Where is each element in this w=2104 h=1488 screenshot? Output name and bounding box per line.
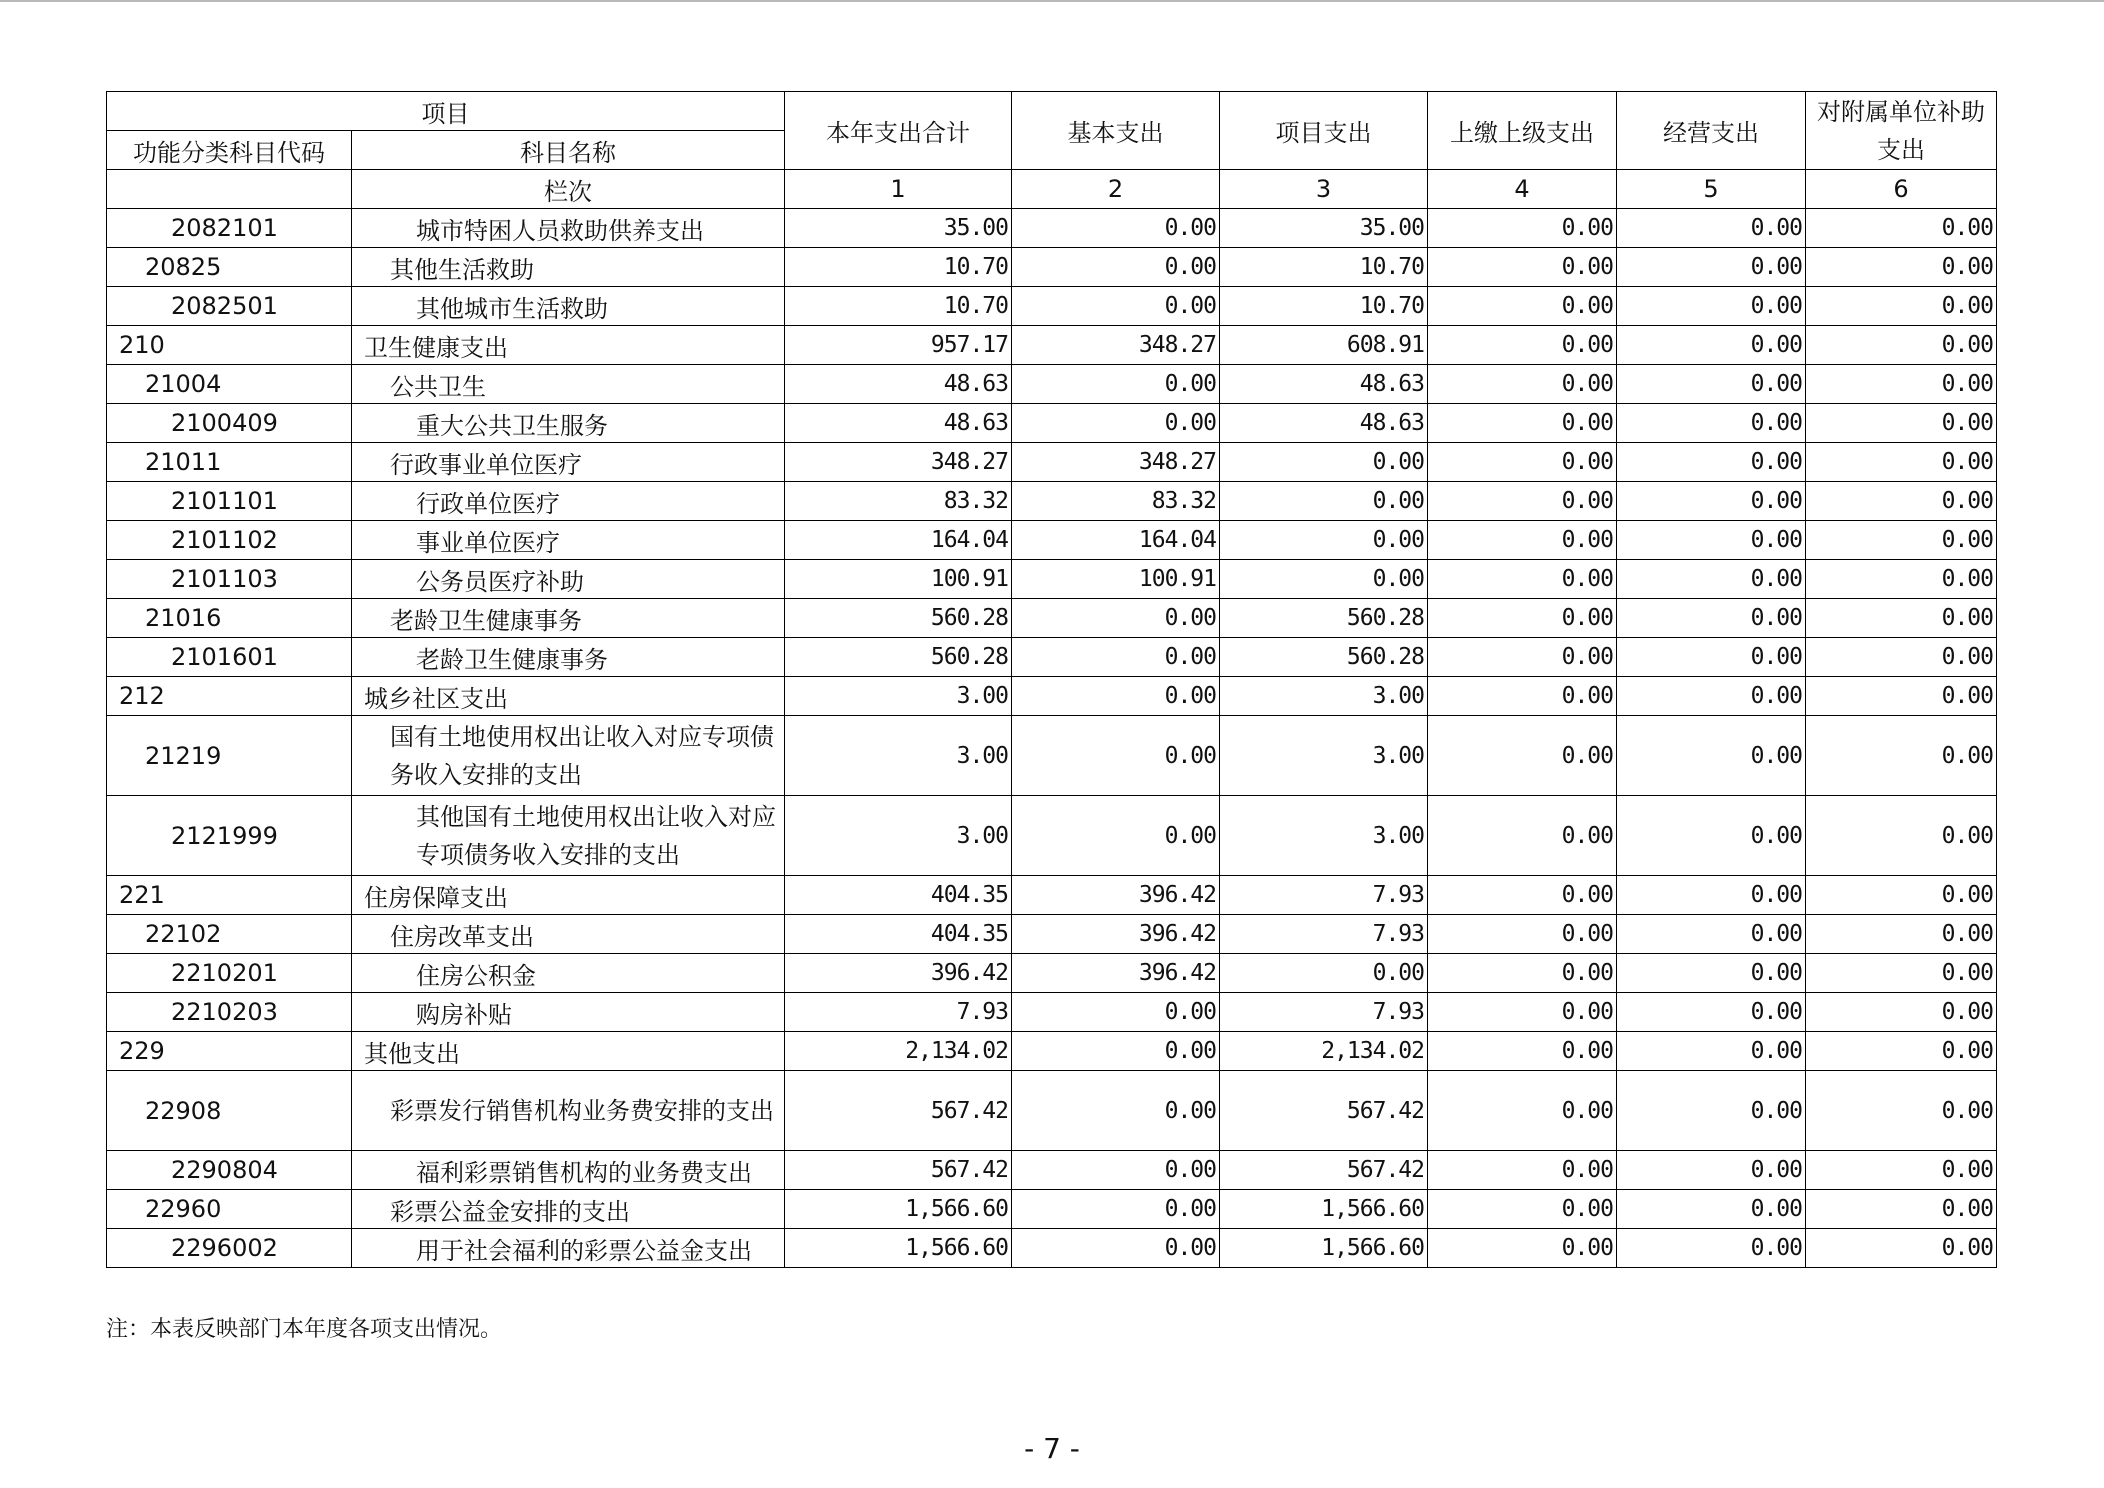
header-index-blank	[107, 170, 352, 209]
row-value-col5: 0.00	[1617, 638, 1806, 677]
row-value-col6: 0.00	[1806, 1190, 1997, 1229]
row-value-col1: 348.27	[785, 443, 1012, 482]
table-row	[107, 287, 1997, 326]
header-col-basic: 基本支出	[1012, 92, 1220, 170]
row-value-col1: 1,566.60	[785, 1229, 1012, 1268]
header-item: 项目	[107, 92, 785, 131]
row-value-col4: 0.00	[1428, 1229, 1617, 1268]
row-value-col3: 2,134.02	[1220, 1032, 1428, 1071]
row-value-col5: 0.00	[1617, 326, 1806, 365]
row-value-col3: 567.42	[1220, 1071, 1428, 1151]
row-value-col1: 100.91	[785, 560, 1012, 599]
row-value-col1: 404.35	[785, 876, 1012, 915]
row-value-col6: 0.00	[1806, 365, 1997, 404]
row-value-col5: 0.00	[1617, 1190, 1806, 1229]
row-name: 其他城市生活救助	[352, 287, 785, 326]
row-code: 21011	[107, 443, 352, 482]
row-name: 住房改革支出	[352, 915, 785, 954]
table-row	[107, 1190, 1997, 1229]
table-row	[107, 248, 1997, 287]
header-index-2: 2	[1012, 170, 1220, 209]
row-code: 2082501	[107, 287, 352, 326]
row-name: 事业单位医疗	[352, 521, 785, 560]
row-name: 彩票发行销售机构业务费安排的支出	[352, 1071, 785, 1151]
row-value-col2: 0.00	[1012, 1071, 1220, 1151]
row-value-col5: 0.00	[1617, 716, 1806, 796]
row-value-col2: 396.42	[1012, 915, 1220, 954]
table-note: 注：本表反映部门本年度各项支出情况。	[106, 1317, 503, 1342]
row-value-col5: 0.00	[1617, 993, 1806, 1032]
table-row	[107, 1032, 1997, 1071]
row-code: 212	[107, 677, 352, 716]
table-row	[107, 560, 1997, 599]
row-value-col3: 567.42	[1220, 1151, 1428, 1190]
row-value-col3: 3.00	[1220, 716, 1428, 796]
page-number: - 7 -	[1024, 1432, 1080, 1465]
row-code: 2210201	[107, 954, 352, 993]
row-value-col6: 0.00	[1806, 638, 1997, 677]
row-name: 城市特困人员救助供养支出	[352, 209, 785, 248]
row-value-col3: 608.91	[1220, 326, 1428, 365]
row-code: 21016	[107, 599, 352, 638]
row-value-col2: 396.42	[1012, 876, 1220, 915]
row-value-col6: 0.00	[1806, 1151, 1997, 1190]
row-name: 公务员医疗补助	[352, 560, 785, 599]
row-value-col2: 396.42	[1012, 954, 1220, 993]
row-code: 229	[107, 1032, 352, 1071]
row-value-col1: 560.28	[785, 638, 1012, 677]
row-code: 2100409	[107, 404, 352, 443]
row-code: 22908	[107, 1071, 352, 1151]
row-value-col6: 0.00	[1806, 287, 1997, 326]
row-value-col2: 0.00	[1012, 1229, 1220, 1268]
header-col-total: 本年支出合计	[785, 92, 1012, 170]
row-value-col6: 0.00	[1806, 482, 1997, 521]
header-row-index	[107, 170, 1997, 209]
row-name: 用于社会福利的彩票公益金支出	[352, 1229, 785, 1268]
table-row	[107, 954, 1997, 993]
row-name: 住房保障支出	[352, 876, 785, 915]
row-value-col4: 0.00	[1428, 915, 1617, 954]
table-row	[107, 638, 1997, 677]
row-value-col5: 0.00	[1617, 521, 1806, 560]
row-value-col5: 0.00	[1617, 1032, 1806, 1071]
row-value-col5: 0.00	[1617, 365, 1806, 404]
row-value-col1: 567.42	[785, 1071, 1012, 1151]
row-value-col3: 10.70	[1220, 248, 1428, 287]
row-value-col2: 0.00	[1012, 1190, 1220, 1229]
row-value-col6: 0.00	[1806, 1032, 1997, 1071]
row-value-col4: 0.00	[1428, 482, 1617, 521]
row-value-col1: 957.17	[785, 326, 1012, 365]
row-code: 2290804	[107, 1151, 352, 1190]
row-code: 2082101	[107, 209, 352, 248]
row-value-col1: 7.93	[785, 993, 1012, 1032]
row-value-col5: 0.00	[1617, 796, 1806, 876]
row-value-col5: 0.00	[1617, 876, 1806, 915]
row-value-col5: 0.00	[1617, 1071, 1806, 1151]
row-value-col1: 3.00	[785, 677, 1012, 716]
row-value-col6: 0.00	[1806, 796, 1997, 876]
table-row	[107, 677, 1997, 716]
header-index-4: 4	[1428, 170, 1617, 209]
table-row	[107, 443, 1997, 482]
row-code: 2210203	[107, 993, 352, 1032]
row-value-col1: 3.00	[785, 796, 1012, 876]
row-name: 行政事业单位医疗	[352, 443, 785, 482]
row-value-col2: 0.00	[1012, 287, 1220, 326]
row-value-col1: 560.28	[785, 599, 1012, 638]
table-row	[107, 1071, 1997, 1151]
row-value-col3: 7.93	[1220, 993, 1428, 1032]
row-value-col5: 0.00	[1617, 209, 1806, 248]
row-value-col1: 404.35	[785, 915, 1012, 954]
row-name: 城乡社区支出	[352, 677, 785, 716]
row-value-col4: 0.00	[1428, 287, 1617, 326]
row-value-col1: 3.00	[785, 716, 1012, 796]
row-code: 2101102	[107, 521, 352, 560]
row-name: 其他国有土地使用权出让收入对应专项债务收入安排的支出	[352, 796, 785, 876]
header-code: 功能分类科目代码	[107, 131, 352, 170]
row-value-col5: 0.00	[1617, 954, 1806, 993]
row-value-col6: 0.00	[1806, 1071, 1997, 1151]
row-value-col2: 0.00	[1012, 716, 1220, 796]
row-value-col4: 0.00	[1428, 248, 1617, 287]
row-value-col2: 0.00	[1012, 248, 1220, 287]
row-value-col2: 0.00	[1012, 404, 1220, 443]
row-value-col4: 0.00	[1428, 1071, 1617, 1151]
row-name: 其他支出	[352, 1032, 785, 1071]
row-value-col3: 0.00	[1220, 521, 1428, 560]
row-value-col2: 0.00	[1012, 209, 1220, 248]
row-value-col5: 0.00	[1617, 248, 1806, 287]
row-value-col4: 0.00	[1428, 404, 1617, 443]
row-code: 2101601	[107, 638, 352, 677]
expenditure-table	[106, 91, 1997, 1268]
row-value-col3: 7.93	[1220, 915, 1428, 954]
header-col-project: 项目支出	[1220, 92, 1428, 170]
table-row	[107, 404, 1997, 443]
row-value-col6: 0.00	[1806, 443, 1997, 482]
row-value-col6: 0.00	[1806, 677, 1997, 716]
table-row	[107, 915, 1997, 954]
row-value-col4: 0.00	[1428, 1190, 1617, 1229]
header-index-5: 5	[1617, 170, 1806, 209]
row-code: 2101103	[107, 560, 352, 599]
row-value-col2: 0.00	[1012, 599, 1220, 638]
row-value-col4: 0.00	[1428, 326, 1617, 365]
row-value-col3: 3.00	[1220, 796, 1428, 876]
row-value-col3: 3.00	[1220, 677, 1428, 716]
table-row	[107, 796, 1997, 876]
row-code: 22960	[107, 1190, 352, 1229]
row-value-col2: 0.00	[1012, 993, 1220, 1032]
row-value-col1: 10.70	[785, 287, 1012, 326]
row-value-col5: 0.00	[1617, 287, 1806, 326]
row-value-col6: 0.00	[1806, 716, 1997, 796]
row-name: 国有土地使用权出让收入对应专项债务收入安排的支出	[352, 716, 785, 796]
row-code: 21004	[107, 365, 352, 404]
row-name: 公共卫生	[352, 365, 785, 404]
row-value-col4: 0.00	[1428, 796, 1617, 876]
row-value-col1: 164.04	[785, 521, 1012, 560]
header-col-operation: 经营支出	[1617, 92, 1806, 170]
row-value-col6: 0.00	[1806, 521, 1997, 560]
row-code: 221	[107, 876, 352, 915]
row-value-col5: 0.00	[1617, 915, 1806, 954]
row-value-col3: 0.00	[1220, 482, 1428, 521]
header-col-upper: 上缴上级支出	[1428, 92, 1617, 170]
row-value-col6: 0.00	[1806, 993, 1997, 1032]
header-name: 科目名称	[352, 131, 785, 170]
row-value-col3: 0.00	[1220, 954, 1428, 993]
row-value-col6: 0.00	[1806, 326, 1997, 365]
row-value-col5: 0.00	[1617, 404, 1806, 443]
row-name: 住房公积金	[352, 954, 785, 993]
table-row	[107, 326, 1997, 365]
row-value-col6: 0.00	[1806, 915, 1997, 954]
row-value-col3: 35.00	[1220, 209, 1428, 248]
row-value-col4: 0.00	[1428, 876, 1617, 915]
row-name: 行政单位医疗	[352, 482, 785, 521]
row-value-col5: 0.00	[1617, 1229, 1806, 1268]
row-code: 210	[107, 326, 352, 365]
top-border-line	[0, 0, 2104, 2]
header-index-1: 1	[785, 170, 1012, 209]
row-code: 21219	[107, 716, 352, 796]
row-value-col1: 35.00	[785, 209, 1012, 248]
header-row-1	[107, 92, 1997, 131]
table-row	[107, 876, 1997, 915]
row-value-col5: 0.00	[1617, 599, 1806, 638]
row-value-col3: 560.28	[1220, 599, 1428, 638]
row-value-col1: 83.32	[785, 482, 1012, 521]
row-value-col3: 1,566.60	[1220, 1229, 1428, 1268]
row-value-col2: 348.27	[1012, 443, 1220, 482]
header-index-6: 6	[1806, 170, 1997, 209]
row-name: 卫生健康支出	[352, 326, 785, 365]
row-value-col2: 164.04	[1012, 521, 1220, 560]
row-value-col6: 0.00	[1806, 248, 1997, 287]
row-value-col2: 0.00	[1012, 638, 1220, 677]
row-value-col1: 2,134.02	[785, 1032, 1012, 1071]
row-value-col6: 0.00	[1806, 1229, 1997, 1268]
row-name: 重大公共卫生服务	[352, 404, 785, 443]
table-body	[107, 209, 1997, 1268]
row-code: 2121999	[107, 796, 352, 876]
row-value-col4: 0.00	[1428, 521, 1617, 560]
row-value-col2: 0.00	[1012, 1032, 1220, 1071]
row-value-col4: 0.00	[1428, 599, 1617, 638]
row-name: 老龄卫生健康事务	[352, 638, 785, 677]
row-code: 20825	[107, 248, 352, 287]
row-value-col1: 567.42	[785, 1151, 1012, 1190]
row-value-col2: 0.00	[1012, 1151, 1220, 1190]
row-value-col2: 348.27	[1012, 326, 1220, 365]
row-code: 2101101	[107, 482, 352, 521]
row-value-col4: 0.00	[1428, 954, 1617, 993]
row-name: 老龄卫生健康事务	[352, 599, 785, 638]
row-value-col4: 0.00	[1428, 638, 1617, 677]
table-row	[107, 365, 1997, 404]
row-value-col4: 0.00	[1428, 560, 1617, 599]
row-name: 其他生活救助	[352, 248, 785, 287]
row-value-col3: 10.70	[1220, 287, 1428, 326]
table-row	[107, 1151, 1997, 1190]
header-index-label: 栏次	[352, 170, 785, 209]
row-value-col4: 0.00	[1428, 716, 1617, 796]
row-value-col1: 48.63	[785, 365, 1012, 404]
row-value-col1: 396.42	[785, 954, 1012, 993]
row-value-col3: 560.28	[1220, 638, 1428, 677]
header-index-3: 3	[1220, 170, 1428, 209]
row-value-col2: 100.91	[1012, 560, 1220, 599]
row-value-col5: 0.00	[1617, 443, 1806, 482]
row-value-col4: 0.00	[1428, 993, 1617, 1032]
row-value-col4: 0.00	[1428, 677, 1617, 716]
row-value-col6: 0.00	[1806, 954, 1997, 993]
row-value-col2: 0.00	[1012, 365, 1220, 404]
header-col-subsidy: 对附属单位补助支出	[1806, 92, 1997, 170]
table-row	[107, 482, 1997, 521]
row-value-col5: 0.00	[1617, 677, 1806, 716]
row-value-col4: 0.00	[1428, 209, 1617, 248]
row-name: 购房补贴	[352, 993, 785, 1032]
row-value-col6: 0.00	[1806, 876, 1997, 915]
row-value-col6: 0.00	[1806, 560, 1997, 599]
row-value-col2: 0.00	[1012, 677, 1220, 716]
table-row	[107, 716, 1997, 796]
row-value-col1: 48.63	[785, 404, 1012, 443]
row-value-col5: 0.00	[1617, 560, 1806, 599]
row-value-col3: 7.93	[1220, 876, 1428, 915]
row-value-col4: 0.00	[1428, 443, 1617, 482]
row-value-col6: 0.00	[1806, 209, 1997, 248]
row-name: 彩票公益金安排的支出	[352, 1190, 785, 1229]
row-value-col3: 0.00	[1220, 443, 1428, 482]
row-value-col6: 0.00	[1806, 404, 1997, 443]
row-value-col1: 10.70	[785, 248, 1012, 287]
row-value-col4: 0.00	[1428, 1151, 1617, 1190]
row-code: 22102	[107, 915, 352, 954]
row-value-col2: 83.32	[1012, 482, 1220, 521]
table-row	[107, 993, 1997, 1032]
row-name: 福利彩票销售机构的业务费支出	[352, 1151, 785, 1190]
row-value-col3: 48.63	[1220, 365, 1428, 404]
table-row	[107, 1229, 1997, 1268]
row-value-col5: 0.00	[1617, 482, 1806, 521]
row-value-col4: 0.00	[1428, 1032, 1617, 1071]
table-row	[107, 521, 1997, 560]
row-value-col6: 0.00	[1806, 599, 1997, 638]
row-value-col3: 48.63	[1220, 404, 1428, 443]
row-value-col1: 1,566.60	[785, 1190, 1012, 1229]
row-code: 2296002	[107, 1229, 352, 1268]
table-row	[107, 599, 1997, 638]
row-value-col4: 0.00	[1428, 365, 1617, 404]
table-row	[107, 209, 1997, 248]
row-value-col3: 1,566.60	[1220, 1190, 1428, 1229]
row-value-col3: 0.00	[1220, 560, 1428, 599]
row-value-col2: 0.00	[1012, 796, 1220, 876]
row-value-col5: 0.00	[1617, 1151, 1806, 1190]
